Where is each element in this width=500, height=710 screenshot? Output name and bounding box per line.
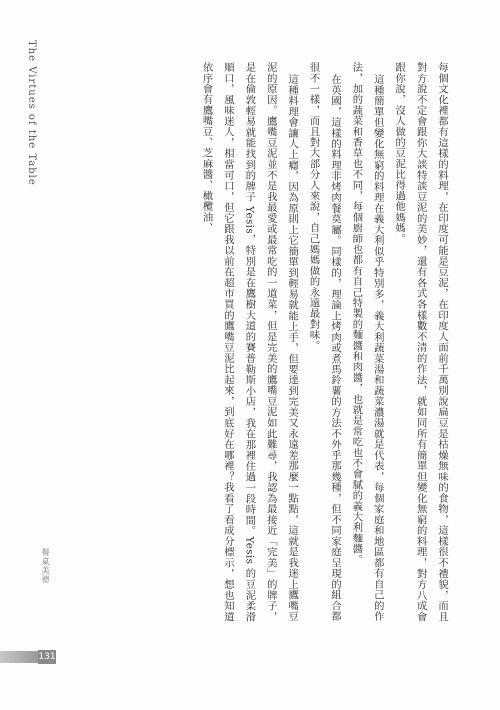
page-number-bar: [0, 651, 38, 663]
running-header-title: The Virtues of the Table: [26, 40, 37, 186]
running-footer-title: 餐桌美德: [41, 548, 50, 584]
body-text: [60, 62, 452, 622]
paragraph: 在英國，這樣的料理非烤肉餐莫屬。同樣的，理論上烤肉或煮馬鈴薯的方法不外乎那幾種，但不同家庭呈現的組合都很不一樣，而且對大部分人來說，自己媽媽做的永遠最對味。: [307, 62, 341, 622]
paragraph: 這種簡單但變化無窮的料理在義大利似乎特別多，義大利蔬菜湯和蔬菜濃湯就是代表，每個家庭和地區都有自己的作法，加的蔬菜和香草也不同，每個廚師也都有自己特製的麵醬和肉醬，也就是常吃也不會膩的義大利麵醬。: [350, 62, 384, 622]
paragraph: 這種料理會讓人上癮，因為原則上它簡單到輕易就能上手，但要達到完美又永遠差那麼一點點，這就是我迷上鷹嘴豆泥的原因。鷹嘴豆泥並不是我最愛或最常吃的一道菜，但是完美的鷹嘴豆泥如此難尋，我認為最接近「完美」的牌子，是在倫敦輕易就能找到的牌子 Yesis，特別是在鷹樹大道的賽普勒斯小店，我在那裡住過一段時間。Yesis 的豆泥柔滑順口，風味迷人，相當可口，但它跟我以前在超市買的鷹嘴豆泥比起來，到底好在哪裡？我看了看成分標示，想也知道依序會有鷹嘴豆、芝麻醬、橄欖油、: [200, 62, 299, 622]
paragraph: 每個文化裡都有這樣的料理，在印度可能是豆泥，在印度人面前千萬別說扁豆是枯燥無味的食物，這樣很不禮貌，而且對方說不定會跟你大談特談豆泥的美妙，還有各式各樣數不清的作法，就如同所有簡單但變化無窮的料理，對方八成會跟你說，沒人做的豆泥比得過他媽媽。: [393, 62, 448, 622]
page-number: 131: [38, 652, 56, 662]
